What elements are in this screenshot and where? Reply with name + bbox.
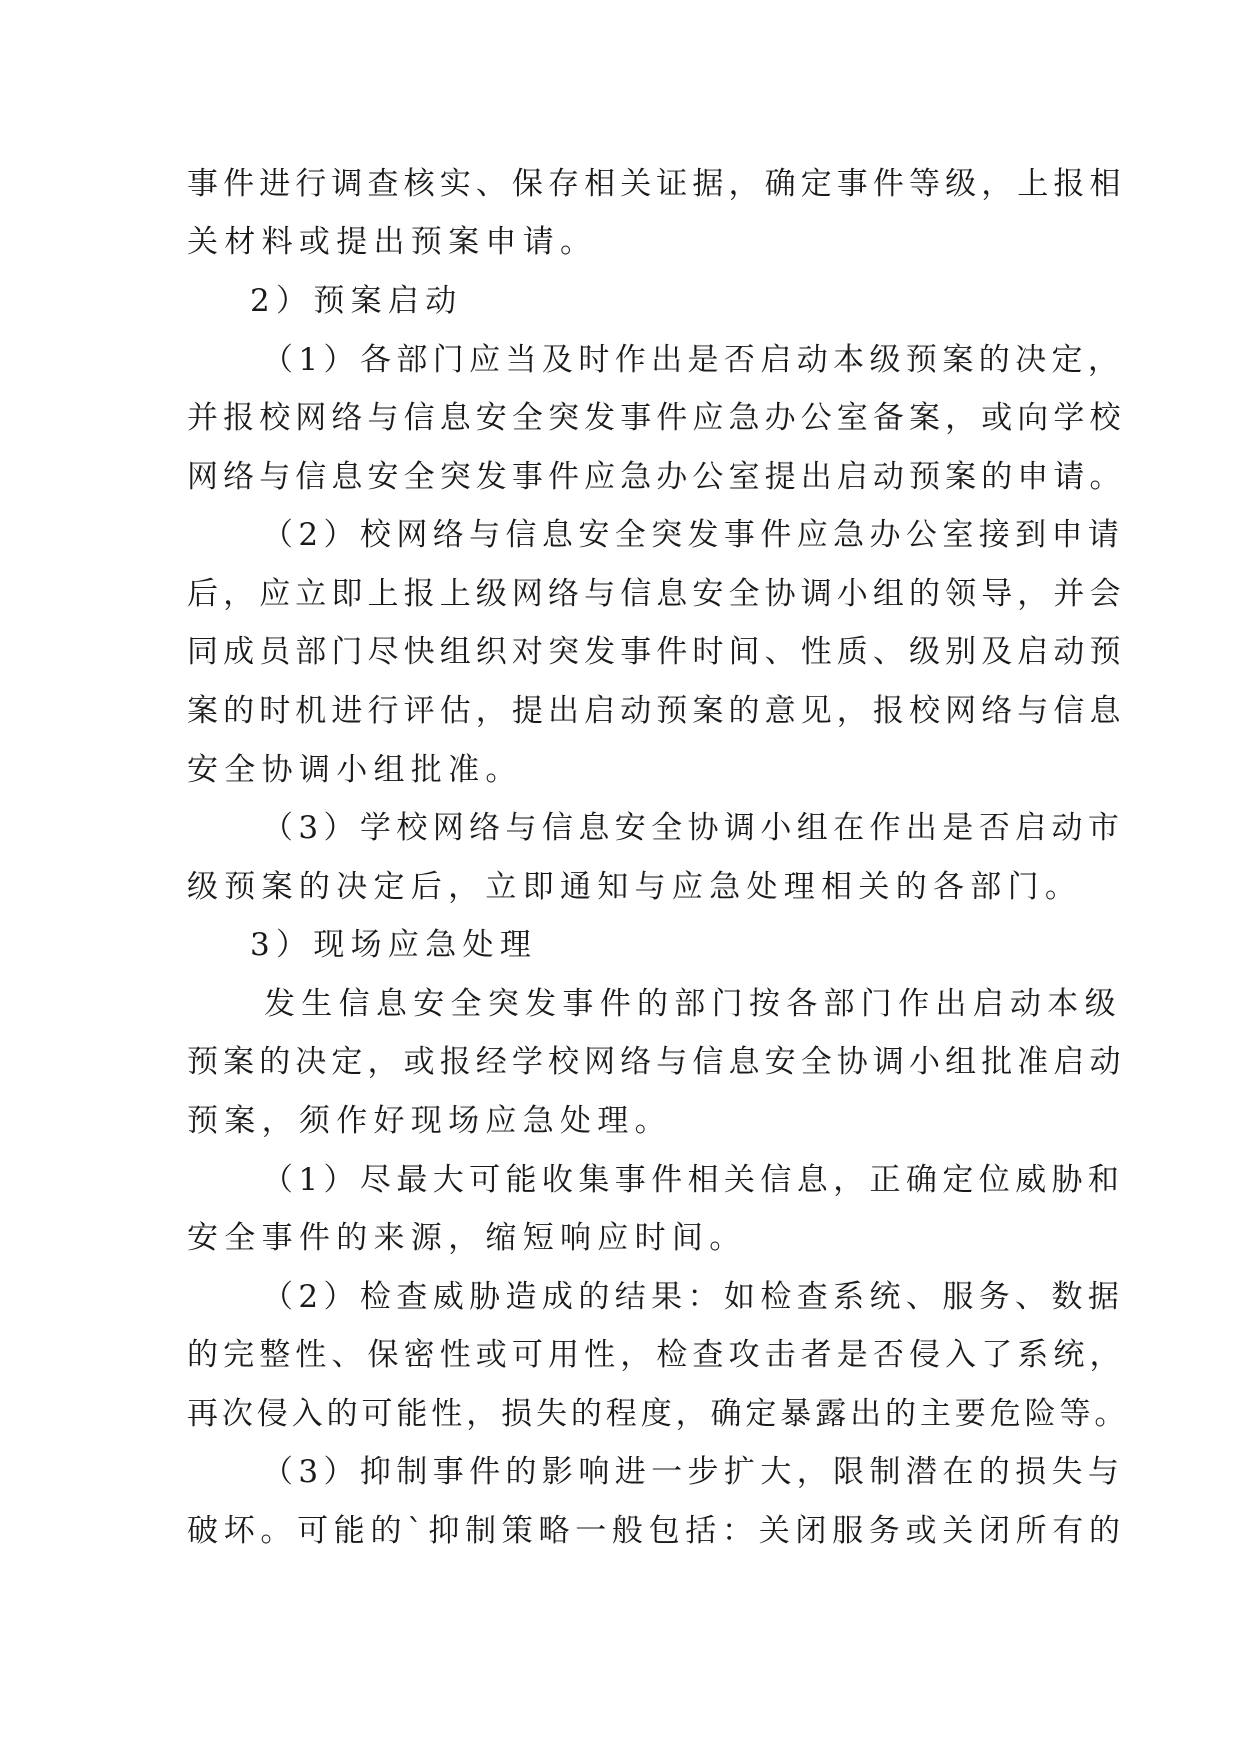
text-line: 事件进行调查核实、保存相关证据，确定事件等级，上报相 <box>187 166 1126 202</box>
text-line: 的完整性、保密性或可用性，检查攻击者是否侵入了系统， <box>187 1337 1126 1373</box>
text-line: （3）抑制事件的影响进一步扩大，限制潜在的损失与 <box>262 1454 1125 1490</box>
text-line: 发生信息安全突发事件的部门按各部门作出启动本级 <box>264 986 1122 1022</box>
text-line: （3）学校网络与信息安全协调小组在作出是否启动市 <box>262 810 1125 846</box>
text-line: 再次侵入的可能性，损失的程度，确定暴露出的主要危险等。 <box>187 1396 1130 1432</box>
text-line: 级预案的决定后，立即通知与应急处理相关的各部门。 <box>187 869 1083 905</box>
section-heading: 2）预案启动 <box>250 283 463 319</box>
text-line: 关材料或提出预案申请。 <box>187 224 598 260</box>
text-line: （2）校网络与信息安全突发事件应急办公室接到申请 <box>262 517 1125 553</box>
text-line: 同成员部门尽快组织对突发事件时间、性质、级别及启动预 <box>187 634 1126 670</box>
text-line: （1）尽最大可能收集事件相关信息，正确定位威胁和 <box>262 1162 1125 1198</box>
text-line: 安全事件的来源，缩短响应时间。 <box>187 1220 747 1256</box>
text-line: 并报校网络与信息安全突发事件应急办公室备案，或向学校 <box>187 400 1126 436</box>
text-line: 预案，须作好现场应急处理。 <box>187 1103 672 1139</box>
text-line: 安全协调小组批准。 <box>187 752 523 788</box>
text-line: （1）各部门应当及时作出是否启动本级预案的决定， <box>262 342 1125 378</box>
section-heading: 3）现场应急处理 <box>250 927 538 963</box>
text-line: 后，应立即上报上级网络与信息安全协调小组的领导，并会 <box>187 576 1126 612</box>
text-line: 案的时机进行评估，提出启动预案的意见，报校网络与信息 <box>187 693 1126 729</box>
text-line: 网络与信息安全突发事件应急办公室提出启动预案的申请。 <box>187 459 1126 495</box>
text-line: （2）检查威胁造成的结果：如检查系统、服务、数据 <box>262 1279 1125 1315</box>
text-line: 破坏。可能的`抑制策略一般包括：关闭服务或关闭所有的 <box>187 1513 1126 1549</box>
text-line: 预案的决定，或报经学校网络与信息安全协调小组批准启动 <box>187 1044 1126 1080</box>
